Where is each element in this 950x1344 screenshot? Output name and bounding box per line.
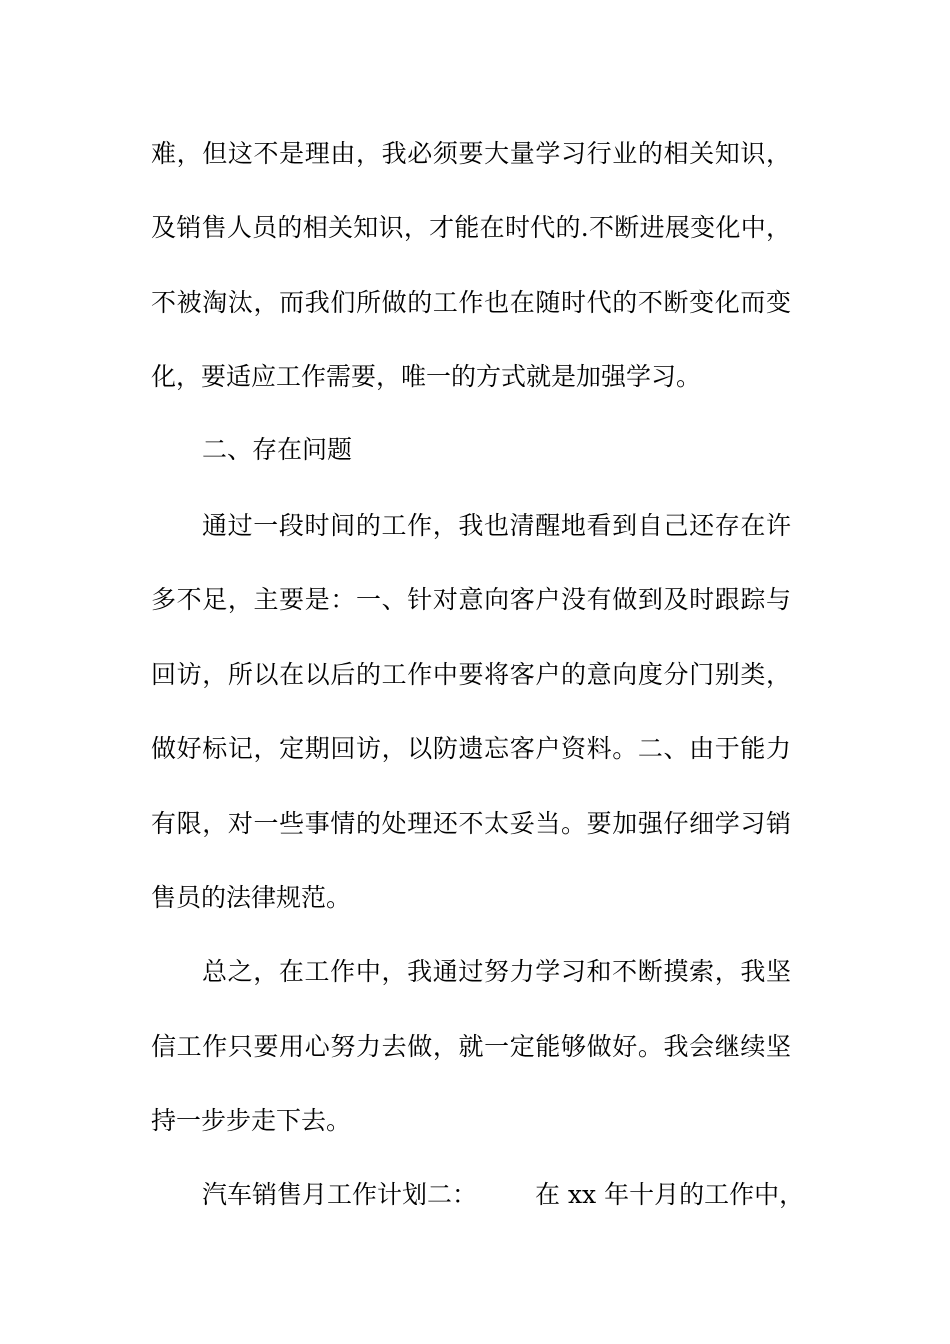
paragraph-line: 及销售人员的相关知识，才能在时代的.不断进展变化中，	[151, 213, 791, 242]
paragraph-line: 通过一段时间的工作，我也清醒地看到自己还存在许	[202, 511, 791, 540]
paragraph-line: 难，但这不是理由，我必须要大量学习行业的相关知识，	[151, 139, 791, 168]
section-heading: 二、存在问题	[202, 435, 353, 464]
paragraph-line: 在 xx 年十月的工作中，	[535, 1180, 805, 1209]
paragraph-line: 多不足，主要是：一、针对意向客户没有做到及时跟踪与	[151, 585, 791, 614]
paragraph-line: 做好标记，定期回访，以防遗忘客户资料。二、由于能力	[151, 734, 791, 763]
paragraph-line: 回访，所以在以后的工作中要将客户的意向度分门别类，	[151, 660, 791, 689]
paragraph-line: 持一步步走下去。	[151, 1106, 352, 1135]
paragraph-line: 有限，对一些事情的处理还不太妥当。要加强仔细学习销	[151, 809, 791, 838]
subsection-heading: 汽车销售月工作计划二：	[202, 1180, 478, 1209]
paragraph-line: 售员的法律规范。	[151, 883, 352, 912]
paragraph-line: 信工作只要用心努力去做，就一定能够做好。我会继续坚	[151, 1032, 791, 1061]
paragraph-line: 不被淘汰，而我们所做的工作也在随时代的不断变化而变	[151, 288, 791, 317]
paragraph-line: 化，要适应工作需要，唯一的方式就是加强学习。	[151, 362, 702, 391]
paragraph-line: 总之，在工作中，我通过努力学习和不断摸索，我坚	[202, 957, 791, 986]
